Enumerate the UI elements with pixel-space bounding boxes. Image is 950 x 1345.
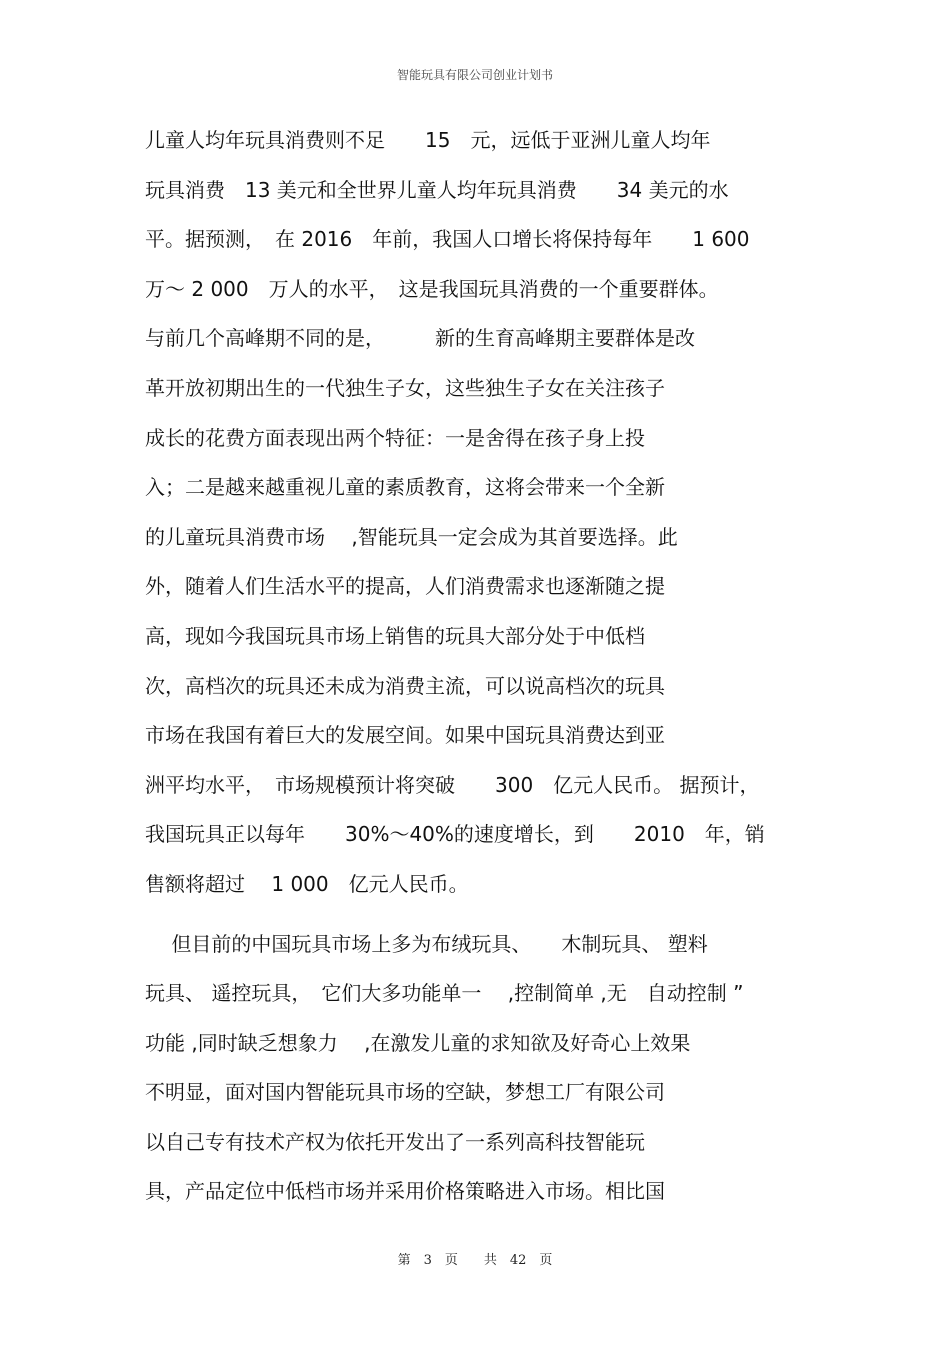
text-line: 外，随着人们生活水平的提高，人们消费需求也逐渐随之提 — [145, 574, 665, 599]
text-line: 具，产品定位中低档市场并采用价格策略进入市场。相比国 — [145, 1179, 665, 1204]
text-line: 售额将超过 1 000 亿元人民币。 — [145, 871, 469, 896]
text-line: 但目前的中国玩具市场上多为布绒玩具、 木制玩具、 塑料 — [145, 931, 708, 956]
text-line: 市场在我国有着巨大的发展空间。如果中国玩具消费达到亚 — [145, 723, 665, 748]
text-line: 次，高档次的玩具还未成为消费主流，可以说高档次的玩具 — [145, 673, 665, 698]
text-line: 洲平均水平， 市场规模预计将突破 300 亿元人民币。 据预计， — [145, 772, 760, 797]
text-line: 玩具消费 13 美元和全世界儿童人均年玩具消费 34 美元的水 — [145, 177, 729, 202]
text-line: 入；二是越来越重视儿童的素质教育，这将会带来一个全新 — [145, 475, 665, 500]
paragraph-gap — [145, 918, 825, 928]
page-number-footer: 第 3 页 共 42 页 — [397, 1253, 553, 1268]
text-line: 万～ 2 000 万人的水平， 这是我国玩具消费的一个重要群体。 — [145, 276, 719, 301]
text-line: 革开放初期出生的一代独生子女，这些独生子女在关注孩子 — [145, 375, 665, 400]
text-line: 不明显，面对国内智能玩具市场的空缺，梦想工厂有限公司 — [145, 1080, 665, 1105]
text-line: 以自己专有技术产权为依托开发出了一系列高科技智能玩 — [145, 1129, 645, 1154]
paragraph-2 — [145, 928, 825, 1226]
text-line: 儿童人均年玩具消费则不足 15 元，远低于亚洲儿童人均年 — [145, 128, 711, 152]
text-line: 我国玩具正以每年 30%～40%的速度增长，到 2010 年，销 — [145, 822, 765, 847]
running-header: 智能玩具有限公司创业计划书 — [396, 68, 553, 82]
text-line: 功能 ,同时缺乏想象力 ,在激发儿童的求知欲及好奇心上效果 — [145, 1030, 691, 1055]
body-text — [145, 124, 825, 1225]
text-line: 成长的花费方面表现出两个特征：一是舍得在孩子身上投 — [145, 425, 645, 450]
text-line: 平。据预测， 在 2016 年前，我国人口增长将保持每年 1 600 — [145, 227, 750, 252]
text-line: 玩具、 遥控玩具， 它们大多功能单一 ,控制简单 ,无 自动控制 ” — [145, 981, 744, 1006]
text-line: 与前几个高峰期不同的是， 新的生育高峰期主要群体是改 — [145, 326, 695, 351]
text-line: 高，现如今我国玩具市场上销售的玩具大部分处于中低档 — [145, 623, 645, 648]
paragraph-1 — [145, 124, 825, 918]
text-line: 的儿童玩具消费市场 ,智能玩具一定会成为其首要选择。此 — [145, 524, 678, 549]
